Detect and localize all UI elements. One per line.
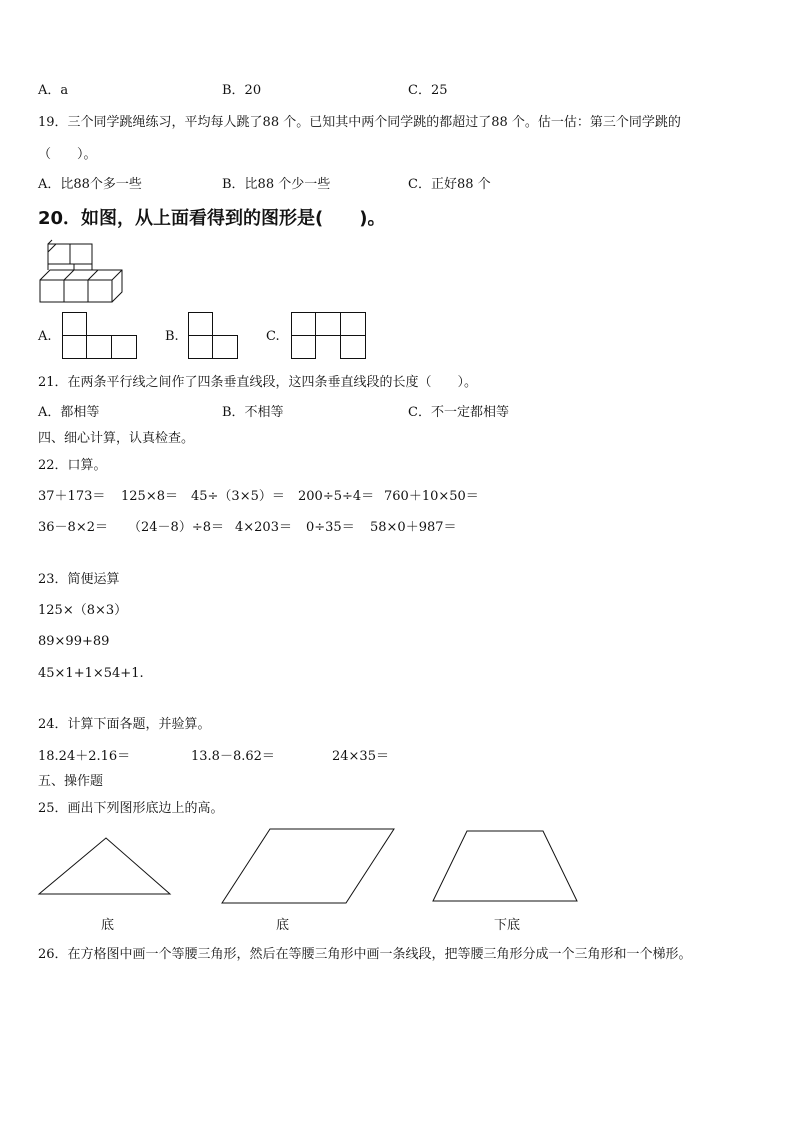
q25-parallelogram-shape bbox=[220, 826, 398, 906]
q19-option-a: A．比88个多一些 bbox=[38, 177, 142, 192]
q19-option-b: B．比88 个少一些 bbox=[222, 177, 331, 192]
q19-option-c: C．正好88 个 bbox=[408, 177, 491, 192]
q19-text-line2: （ ）。 bbox=[38, 147, 97, 162]
q25-triangle-base-label: 底 bbox=[101, 918, 115, 933]
q22-row1-item: 125×8＝ bbox=[121, 489, 178, 504]
q22-row2-item: 4×203＝ bbox=[235, 520, 292, 535]
q25-triangle-shape bbox=[38, 836, 174, 898]
q22-row2-item: 0÷35＝ bbox=[306, 520, 355, 535]
q25-parallelogram-base-label: 底 bbox=[276, 918, 290, 933]
q21-option-c: C．不一定都相等 bbox=[408, 405, 509, 420]
q24-item: 18.24＋2.16＝ bbox=[38, 749, 131, 764]
section-4-heading: 四、细心计算，认真检查。 bbox=[38, 431, 195, 446]
q18-option-c: C．25 bbox=[408, 83, 448, 98]
q24-item: 24×35＝ bbox=[332, 749, 389, 764]
q22-title: 22．口算。 bbox=[38, 458, 107, 473]
q20-title: 20．如图，从上面看得到的图形是( )。 bbox=[38, 208, 386, 229]
q20-option-c-shape bbox=[291, 312, 367, 360]
section-5-heading: 五、操作题 bbox=[38, 774, 104, 789]
q21-option-a: A．都相等 bbox=[38, 405, 100, 420]
q22-row2-item: 36－8×2＝ bbox=[38, 520, 108, 535]
q18-option-a: A．a bbox=[38, 83, 69, 98]
q23-title: 23．简便运算 bbox=[38, 572, 120, 587]
q20-option-b-shape bbox=[188, 312, 240, 360]
q22-row1-item: 37＋173＝ bbox=[38, 489, 106, 504]
q20-option-a-shape bbox=[62, 312, 138, 360]
q25-title: 25．画出下列图形底边上的高。 bbox=[38, 801, 224, 816]
q24-item: 13.8－8.62＝ bbox=[191, 749, 275, 764]
q24-title: 24．计算下面各题，并验算。 bbox=[38, 717, 211, 732]
q22-row1-item: 760＋10×50＝ bbox=[384, 489, 479, 504]
q18-option-b: B．20 bbox=[222, 83, 262, 98]
q23-item: 125×（8×3） bbox=[38, 603, 128, 618]
q23-item: 89×99+89 bbox=[38, 634, 110, 649]
q22-row2-item: 58×0＋987＝ bbox=[370, 520, 457, 535]
q20-option-a-label: A. bbox=[38, 329, 52, 344]
q23-item: 45×1+1×54+1. bbox=[38, 666, 144, 681]
q19-text-line1: 19．三个同学跳绳练习，平均每人跳了88 个。已知其中两个同学跳的都超过了88 个。估一估：第三个同学跳的 bbox=[38, 115, 681, 130]
q22-row1-item: 45÷（3×5）＝ bbox=[191, 489, 285, 504]
q21-option-b: B．不相等 bbox=[222, 405, 284, 420]
q21-text: 21．在两条平行线之间作了四条垂直线段，这四条垂直线段的长度（ ）。 bbox=[38, 375, 478, 390]
q20-option-c-label: C. bbox=[266, 329, 280, 344]
q20-option-b-label: B. bbox=[165, 329, 179, 344]
q26-text: 26．在方格图中画一个等腰三角形，然后在等腰三角形中画一条线段，把等腰三角形分成一个三角形和一个梯形。 bbox=[38, 947, 692, 962]
q22-row1-item: 200÷5÷4＝ bbox=[298, 489, 375, 504]
q20-cube-figure bbox=[38, 244, 128, 304]
q25-trapezoid-shape bbox=[431, 828, 581, 904]
q25-trapezoid-base-label: 下底 bbox=[494, 918, 521, 933]
q22-row2-item: （24－8）÷8＝ bbox=[128, 520, 224, 535]
